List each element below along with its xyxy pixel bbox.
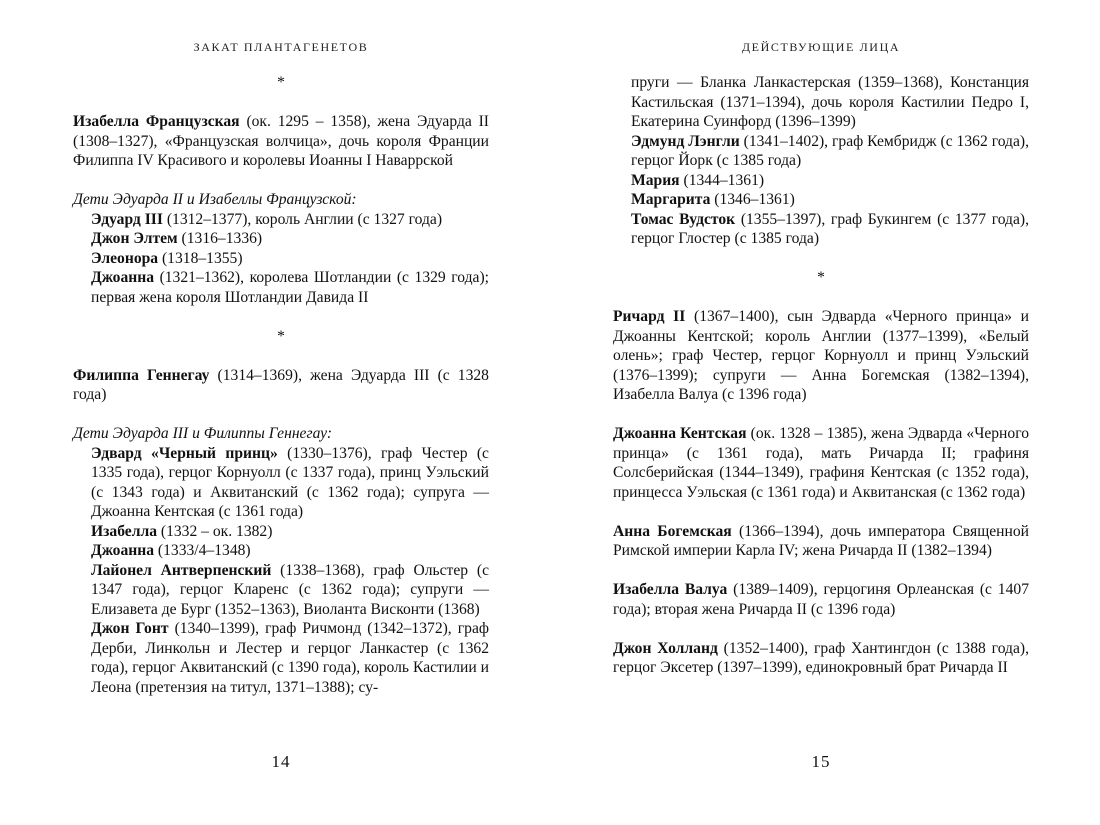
- running-head: ЗАКАТ ПЛАНТАГЕНЕТОВ: [193, 40, 369, 54]
- entry-text: (ок. 1328 – 1385), жена Эдварда «Черного принца» (с 1361 года), мать Ричарда II; графиня Солсберийская (1344–1349), графиня Кентская (с 1352 года), принцесса Уэльская (с 1361 года) и Аквитанская (с 1362 года): [613, 425, 1030, 501]
- entry-name: Джоанна Кентская: [613, 425, 747, 442]
- entry-name: Джон Элтем: [91, 230, 178, 247]
- entry-name-c: »: [270, 444, 278, 462]
- entry-text: (1312–1377), король Англии (с 1327 года): [162, 210, 443, 228]
- entry-name: Ричард II: [613, 308, 686, 325]
- entry-name: Эдуард III: [91, 210, 163, 228]
- entry-black-prince: [73, 444, 489, 522]
- entry-text: (1338–1368), граф Ольстер (с 1347 года), герцог Кларенс (с 1362 года); супруги — Елизавета де Бург (1352–1363), Виоланта Висконти (1368): [91, 561, 489, 618]
- entry-isabella-valois: [613, 580, 1029, 619]
- entry-name: Лайонел Антверпенский: [91, 561, 272, 579]
- entry-name-a: Эдвард «: [91, 444, 159, 462]
- entry-anne-bohemia: [613, 522, 1029, 561]
- entry-margaret: [613, 190, 1029, 210]
- entry-name: Изабелла Валуа: [613, 581, 728, 598]
- entry-john-holland: [613, 639, 1029, 678]
- entry-text: (1355–1397), граф Букингем (с 1377 года), герцог Глостер (с 1385 года): [631, 210, 1029, 247]
- entry-name: Элеонора: [91, 249, 159, 267]
- entry-name: Маргарита: [631, 191, 711, 208]
- entry-lionel: [73, 561, 489, 620]
- entry-text: (1330–1376), граф Честер (с 1335 года), герцог Корнуолл (с 1337 года), принц Уэльский (с 1343 года) и Аквитанский (с 1362 года); супруга — Джоанна Кентская (с 1361 года): [91, 444, 489, 520]
- entry-edward-iii: [73, 210, 489, 230]
- entry-name: Томас Вудсток: [631, 210, 736, 228]
- entry-thomas-woodstock: [613, 210, 1029, 249]
- running-head: ДЕЙСТВУЮЩИЕ ЛИЦА: [741, 40, 901, 54]
- right-page: [613, 0, 1029, 825]
- entry-john-gaunt: [73, 619, 489, 697]
- page-number: 14: [271, 752, 291, 771]
- entry-text: (1340–1399), граф Ричмонд (1342–1372), граф Дерби, Линкольн и Лестер и герцог Ланкастер (с 1362 года), герцог Аквитанский (с 1390 года), король Кастилии и Леона (претензия на титул, 1371–1388); су-: [91, 620, 489, 696]
- entry-joan-kent: [613, 424, 1029, 502]
- entry-text: (1332 – ок. 1382): [157, 522, 273, 540]
- entry-name: Филиппа Геннегау: [73, 366, 210, 384]
- entry-edmund-langley: [613, 132, 1029, 171]
- entry-text: (1352–1400), граф Хантингдон (с 1388 года), герцог Эксетер (1397–1399), единокровный брат Ричарда II: [613, 639, 1029, 676]
- entry-isabella-french: [73, 112, 489, 171]
- entry-mary: [613, 171, 1029, 191]
- section-separator: *: [817, 269, 825, 286]
- entry-eleanor: [73, 249, 489, 269]
- entry-richard-ii: [613, 307, 1029, 405]
- entry-name: Анна Богемская: [613, 522, 732, 540]
- entry-name: Изабелла: [91, 522, 157, 540]
- entry-name: Эдмунд Лэнгли: [631, 132, 740, 150]
- children-heading: Дети Эдуарда II и Изабеллы Французской:: [73, 191, 357, 208]
- entry-text: (ок. 1295 – 1358), жена Эдуарда II (1308–1327), «Французская волчица», дочь короля Франции Филиппа IV Красивого и королевы Иоанны I Наваррской: [73, 113, 489, 169]
- entry-text: (1333/4–1348): [154, 542, 251, 559]
- entry-name: Мария: [631, 171, 680, 189]
- entry-philippa: [73, 366, 489, 405]
- entry-name-b: Черный принц: [158, 444, 270, 462]
- entry-text: (1344–1361): [679, 171, 765, 189]
- entry-text: (1341–1402), граф Кембридж (с 1362 года), герцог Йорк (с 1385 года): [631, 132, 1029, 169]
- entry-name: Изабелла Французская: [73, 113, 240, 130]
- entry-john-gaunt-continued: пруги — Бланка Ланкастерская (1359–1368), Констанция Кастильская (1371–1394), дочь короля Кастилии Педро I, Екатерина Суинфорд (1396–1399): [631, 74, 1029, 130]
- entry-name: Джон Гонт: [91, 620, 169, 637]
- section-separator: *: [277, 74, 285, 91]
- entry-text: (1389–1409), герцогиня Орлеанская (с 1407 года); вторая жена Ричарда II (с 1396 года): [613, 581, 1029, 618]
- entry-joan-scotland: [73, 268, 489, 307]
- entry-john-eltham: [73, 229, 489, 249]
- entry-text: (1318–1355): [158, 249, 243, 267]
- page-body: [613, 73, 1029, 678]
- children-heading: Дети Эдуарда III и Филиппы Геннегау:: [73, 425, 333, 442]
- entry-text: (1346–1361): [710, 191, 795, 208]
- entry-name: Джоанна: [91, 542, 155, 559]
- entry-joan: [73, 541, 489, 561]
- entry-text: (1367–1400), сын Эдварда «Черного принца» и Джоанны Кентской; король Англии (1377–1399), «Белый олень»; граф Честер, герцог Корнуолл и принц Уэльский (1376–1399); супруги — Анна Богемская (1382–1394), Изабелла Валуа (с 1396 года): [613, 308, 1029, 403]
- entry-text: (1366–1394), дочь императора Священной Римской империи Карла IV; жена Ричарда II (1382–1394): [613, 522, 1029, 559]
- entry-text: (1321–1362), королева Шотландии (с 1329 года); первая жена короля Шотландии Давида II: [91, 269, 489, 306]
- left-page: [73, 0, 489, 825]
- entry-text: (1316–1336): [177, 230, 263, 247]
- entry-name: Джон Холланд: [613, 639, 718, 657]
- page-number: 15: [811, 752, 831, 771]
- page-body: [73, 73, 489, 697]
- section-separator: *: [277, 327, 285, 345]
- entry-text: (1314–1369), жена Эдуарда III (с 1328 года): [73, 366, 489, 403]
- entry-name: Джоанна: [91, 269, 155, 286]
- entry-isabella: [73, 522, 489, 542]
